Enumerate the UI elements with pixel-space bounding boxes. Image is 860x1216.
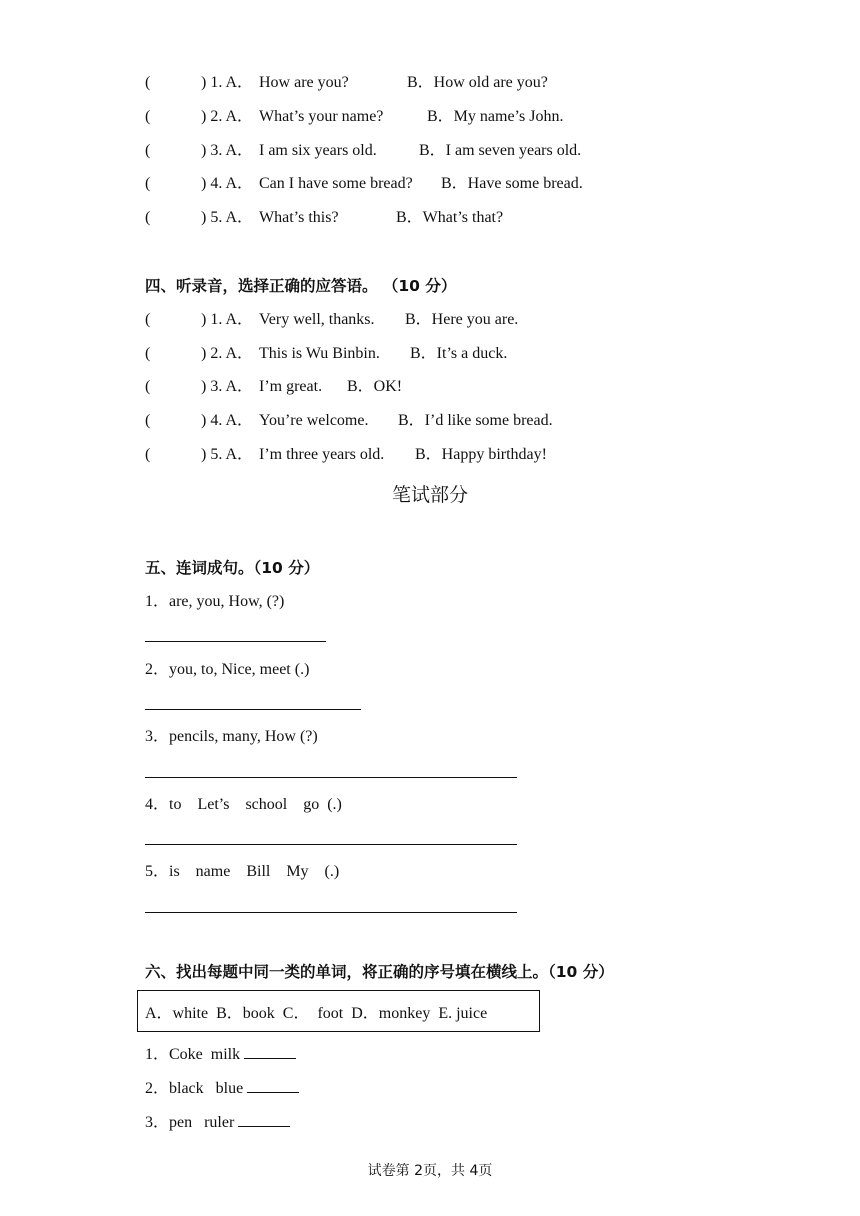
question-number: ) 3. A．: [201, 142, 254, 159]
category-item: [145, 1112, 290, 1133]
option-a: I am six years old.: [259, 142, 377, 159]
option-b: B．What’s that?: [396, 209, 504, 226]
sentence-item: 5．is name Bill My (.): [145, 863, 340, 880]
category-words: 2．black blue: [145, 1080, 248, 1097]
sentence-item: 4．to Let’s school go (.): [145, 796, 342, 813]
option-b: B．Have some bread.: [441, 175, 583, 192]
answer-line[interactable]: [145, 844, 517, 845]
sentence-item: 3．pencils, many, How (?): [145, 728, 318, 745]
option-a: Can I have some bread?: [259, 175, 413, 192]
question-number: ) 1. A．: [201, 311, 254, 328]
option-b: B．I am seven years old.: [419, 142, 582, 159]
category-item: [145, 1078, 299, 1099]
paren-open: (: [145, 209, 151, 226]
option-a: What’s this?: [259, 209, 339, 226]
question-number: ) 5. A．: [201, 209, 254, 226]
question-number: ) 1. A．: [201, 74, 254, 91]
paren-open: (: [145, 378, 151, 395]
option-b: B．OK!: [347, 378, 403, 395]
option-b: B．I’d like some bread.: [398, 412, 553, 429]
paren-open: (: [145, 446, 151, 463]
category-words: 3．pen ruler: [145, 1114, 239, 1131]
question-number: ) 2. A．: [201, 108, 254, 125]
section4-heading: 四、听录音，选择正确的应答语。 （10 分）: [145, 277, 457, 295]
option-a: Very well, thanks.: [259, 311, 375, 328]
option-a: I’m three years old.: [259, 446, 385, 463]
paren-open: (: [145, 74, 151, 91]
section6-heading: 六、找出每题中同一类的单词，将正确的序号填在横线上。（10 分）: [145, 963, 614, 981]
answer-blank[interactable]: [247, 1078, 299, 1093]
paren-open: (: [145, 175, 151, 192]
paren-open: (: [145, 108, 151, 125]
answer-line[interactable]: [145, 777, 517, 778]
option-b: B．My name’s John.: [427, 108, 564, 125]
question-number: ) 2. A．: [201, 345, 254, 362]
option-a: What’s your name?: [259, 108, 384, 125]
option-a: You’re welcome.: [259, 412, 369, 429]
question-number: ) 3. A．: [201, 378, 254, 395]
answer-line[interactable]: [145, 709, 361, 710]
question-number: ) 4. A．: [201, 412, 254, 429]
paren-open: (: [145, 142, 151, 159]
sentence-item: 2．you, to, Nice, meet (.): [145, 661, 310, 678]
paren-open: (: [145, 345, 151, 362]
option-a: This is Wu Binbin.: [259, 345, 380, 362]
sentence-item: 1．are, you, How, (?): [145, 593, 285, 610]
option-b: B．How old are you?: [407, 74, 548, 91]
paren-open: (: [145, 311, 151, 328]
option-b: B．It’s a duck.: [410, 345, 508, 362]
page-footer: 试卷第 2页，共 4页: [367, 1163, 493, 1179]
option-b: B．Here you are.: [405, 311, 519, 328]
paren-open: (: [145, 412, 151, 429]
answer-blank[interactable]: [238, 1112, 290, 1127]
option-a: I’m great.: [259, 378, 323, 395]
question-number: ) 4. A．: [201, 175, 254, 192]
answer-line[interactable]: [145, 641, 326, 642]
word-options: A．white B．book C． foot D．monkey E. juice: [145, 1005, 488, 1022]
answer-line[interactable]: [145, 912, 517, 913]
written-part-title: 笔试部分: [391, 484, 468, 506]
question-number: ) 5. A．: [201, 446, 254, 463]
category-item: [145, 1044, 296, 1065]
option-a: How are you?: [259, 74, 349, 91]
option-b: B．Happy birthday!: [415, 446, 547, 463]
answer-blank[interactable]: [244, 1044, 296, 1059]
section5-heading: 五、连词成句。（10 分）: [145, 559, 320, 577]
category-words: 1．Coke milk: [145, 1046, 245, 1063]
